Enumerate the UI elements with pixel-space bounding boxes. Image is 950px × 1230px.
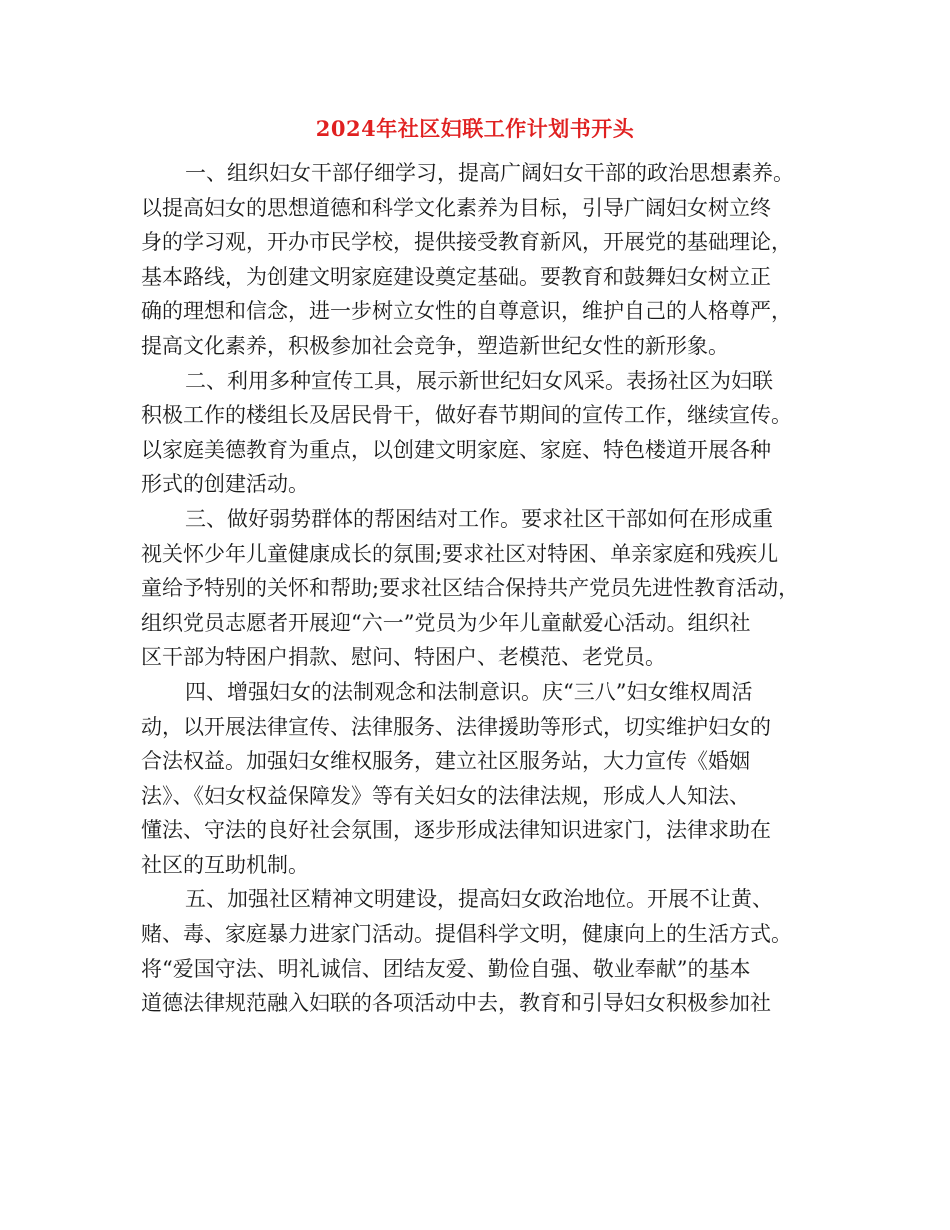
text-line: 确的理想和信念，进一步树立女性的自尊意识，维护自己的人格尊严， <box>141 299 792 324</box>
text-line: 组织党员志愿者开展迎“六一”党员为少年儿童献爱心活动。组织社 <box>141 610 751 635</box>
text-line: 懂法、守法的良好社会氛围，逐步形成法律知识进家门，法律求助在 <box>141 818 771 843</box>
text-line: 视关怀少年儿童健康成长的氛围;要求社区对特困、单亲家庭和残疾儿 <box>141 541 779 566</box>
text-line: 五、加强社区精神文明建设，提高妇女政治地位。开展不让黄、 <box>185 887 773 912</box>
text-line: 道德法律规范融入妇联的各项活动中去，教育和引导妇女积极参加社 <box>141 991 771 1016</box>
paragraph-2 <box>141 364 821 502</box>
text-line: 赌、毒、家庭暴力进家门活动。提倡科学文明，健康向上的生活方式。 <box>141 922 792 947</box>
text-line: 基本路线，为创建文明家庭建设奠定基础。要教育和鼓舞妇女树立正 <box>141 264 771 289</box>
text-line: 一、组织妇女干部仔细学习，提高广阔妇女干部的政治思想素养。 <box>185 161 794 185</box>
text-line: 积极工作的楼组长及居民骨干，做好春节期间的宣传工作，继续宣传。 <box>141 403 792 428</box>
text-line: 三、做好弱势群体的帮困结对工作。要求社区干部如何在形成重 <box>185 506 773 531</box>
text-line: 社区的互助机制。 <box>141 852 309 877</box>
document-title: 2024年社区妇联工作计划书开头 <box>315 116 635 141</box>
text-line: 区干部为特困户捐款、慰问、特困户、老模范、老党员。 <box>141 645 666 670</box>
text-line: 将“爱国守法、明礼诚信、团结友爱、勤俭自强、敬业奉献”的基本 <box>141 956 751 981</box>
text-line: 提高文化素养，积极参加社会竞争，塑造新世纪女性的新形象。 <box>141 333 729 358</box>
text-line: 二、利用多种宣传工具，展示新世纪妇女风采。表扬社区为妇联 <box>185 368 773 393</box>
text-line: 法》、《妇女权益保障发》等有关妇女的法律法规，形成人人知法、 <box>141 783 750 808</box>
text-line: 童给予特别的关怀和帮助;要求社区结合保持共产党员先进性教育活动， <box>141 576 800 601</box>
text-line: 动，以开展法律宣传、法律服务、法律援助等形式，切实维护妇女的 <box>141 714 771 739</box>
text-line: 合法权益。加强妇女维权服务，建立社区服务站，大力宣传《婚姻 <box>141 749 750 774</box>
text-line: 以家庭美德教育为重点，以创建文明家庭、家庭、特色楼道开展各种 <box>141 437 771 462</box>
document-body <box>141 156 821 1021</box>
paragraph-1 <box>141 156 821 364</box>
text-line: 身的学习观，开办市民学校，提供接受教育新风，开展党的基础理论， <box>141 230 792 255</box>
paragraph-5 <box>141 882 821 1020</box>
text-line: 形式的创建活动。 <box>141 472 309 497</box>
text-line: 以提高妇女的思想道德和科学文化素养为目标，引导广阔妇女树立终 <box>141 195 771 220</box>
paragraph-3 <box>141 502 821 675</box>
paragraph-4 <box>141 675 821 883</box>
text-line: 四、增强妇女的法制观念和法制意识。庆“三八”妇女维权周活 <box>185 679 753 704</box>
